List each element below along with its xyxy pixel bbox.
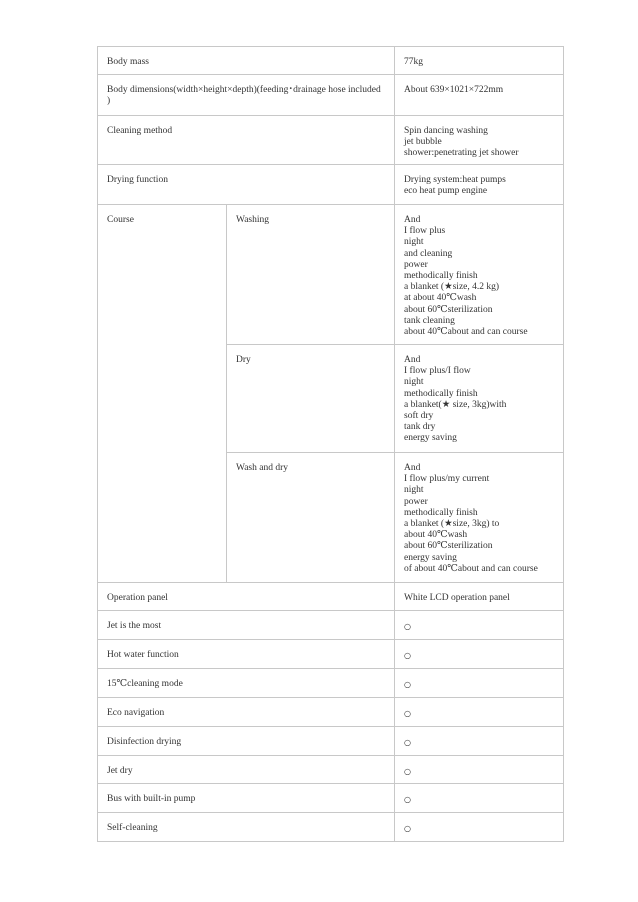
table-row-feature bbox=[98, 611, 564, 640]
value-line: I flow plus/my current bbox=[404, 474, 490, 485]
value-line: at about 40℃wash bbox=[404, 293, 477, 304]
value-line: tank dry bbox=[404, 422, 436, 433]
row-value: White LCD operation panel bbox=[395, 583, 564, 611]
table-row-drying-function bbox=[98, 165, 564, 205]
value-line: night bbox=[404, 377, 424, 388]
value-line: And bbox=[404, 215, 421, 225]
value-line: night bbox=[404, 485, 424, 496]
value-line: And bbox=[404, 463, 421, 473]
row-value: ○ bbox=[395, 669, 564, 698]
row-label: Eco navigation bbox=[98, 698, 395, 727]
value-line: soft dry bbox=[404, 411, 434, 422]
value-line: a blanket (★size, 4.2 kg) bbox=[404, 282, 500, 293]
value-line: And bbox=[404, 355, 421, 365]
value-line: methodically finish bbox=[404, 271, 478, 282]
row-value: ○ bbox=[395, 640, 564, 669]
row-label: Jet is the most bbox=[98, 611, 395, 640]
value-line: a blanket (★size, 3kg) to bbox=[404, 519, 500, 530]
value-line: energy saving bbox=[404, 552, 457, 563]
row-value: ○ bbox=[395, 813, 564, 842]
value-line: power bbox=[404, 496, 428, 507]
value-line: shower:penetrating jet shower bbox=[404, 148, 519, 159]
table-row-feature bbox=[98, 784, 564, 813]
row-label: Hot water function bbox=[98, 640, 395, 669]
table-row-body-mass bbox=[98, 47, 564, 75]
value-line: Spin dancing washing bbox=[404, 126, 488, 136]
course-label: Course bbox=[98, 205, 227, 583]
row-value-lines bbox=[395, 165, 564, 205]
row-label: Drying function bbox=[98, 165, 395, 205]
value-line: night bbox=[404, 237, 424, 248]
table-row-feature bbox=[98, 756, 564, 784]
row-value: ○ bbox=[395, 784, 564, 813]
table-row-feature bbox=[98, 813, 564, 842]
value-line: eco heat pump engine bbox=[404, 186, 488, 197]
table-row-feature bbox=[98, 727, 564, 756]
value-line: about 40℃about and can course bbox=[404, 327, 528, 338]
value-line: I flow plus bbox=[404, 226, 446, 237]
table-row-feature bbox=[98, 698, 564, 727]
value-line: power bbox=[404, 259, 428, 270]
row-value-lines bbox=[395, 116, 564, 165]
value-line: I flow plus/I flow bbox=[404, 366, 471, 377]
row-value: ○ bbox=[395, 727, 564, 756]
table-row-feature bbox=[98, 640, 564, 669]
table-row-course-washing bbox=[98, 205, 564, 345]
value-line: methodically finish bbox=[404, 507, 478, 518]
value-line: of about 40℃about and can course bbox=[404, 563, 538, 574]
row-value: ○ bbox=[395, 756, 564, 784]
row-value: 77kg bbox=[395, 47, 564, 75]
value-line: energy saving bbox=[404, 433, 457, 444]
row-label: Bus with built-in pump bbox=[98, 784, 395, 813]
course-sub-label: Dry bbox=[227, 345, 395, 453]
row-value: ○ bbox=[395, 698, 564, 727]
table-row-feature bbox=[98, 669, 564, 698]
value-line: a blanket(★ size, 3kg)with bbox=[404, 399, 507, 410]
value-line: jet bubble bbox=[404, 137, 442, 148]
row-label: Jet dry bbox=[98, 756, 395, 784]
course-washing-lines bbox=[395, 205, 564, 345]
row-label: Body mass bbox=[98, 47, 395, 75]
course-sub-label: Wash and dry bbox=[227, 453, 395, 583]
row-label: 15℃cleaning mode bbox=[98, 669, 395, 698]
value-line: methodically finish bbox=[404, 388, 478, 399]
row-label: Cleaning method bbox=[98, 116, 395, 165]
table-row-cleaning-method bbox=[98, 116, 564, 165]
row-label: Body dimensions(width×height×depth)(feeding･drainage hose included ) bbox=[98, 75, 395, 116]
course-sub-label: Washing bbox=[227, 205, 395, 345]
value-line: Drying system:heat pumps bbox=[404, 175, 506, 185]
value-line: about 60℃sterilization bbox=[404, 304, 493, 315]
value-line: and cleaning bbox=[404, 248, 453, 259]
value-line: about 60℃sterilization bbox=[404, 541, 493, 552]
row-label: Operation panel bbox=[98, 583, 395, 611]
row-label: Disinfection drying bbox=[98, 727, 395, 756]
course-dry-lines bbox=[395, 345, 564, 453]
row-value: ○ bbox=[395, 611, 564, 640]
course-wash-and-dry-lines bbox=[395, 453, 564, 583]
row-value: About 639×1021×722mm bbox=[395, 75, 564, 116]
table-row-body-dimensions bbox=[98, 75, 564, 116]
value-line: tank cleaning bbox=[404, 315, 455, 326]
table-row-operation-panel bbox=[98, 583, 564, 611]
spec-table bbox=[97, 46, 564, 842]
row-label: Self-cleaning bbox=[98, 813, 395, 842]
value-line: about 40℃wash bbox=[404, 530, 468, 541]
